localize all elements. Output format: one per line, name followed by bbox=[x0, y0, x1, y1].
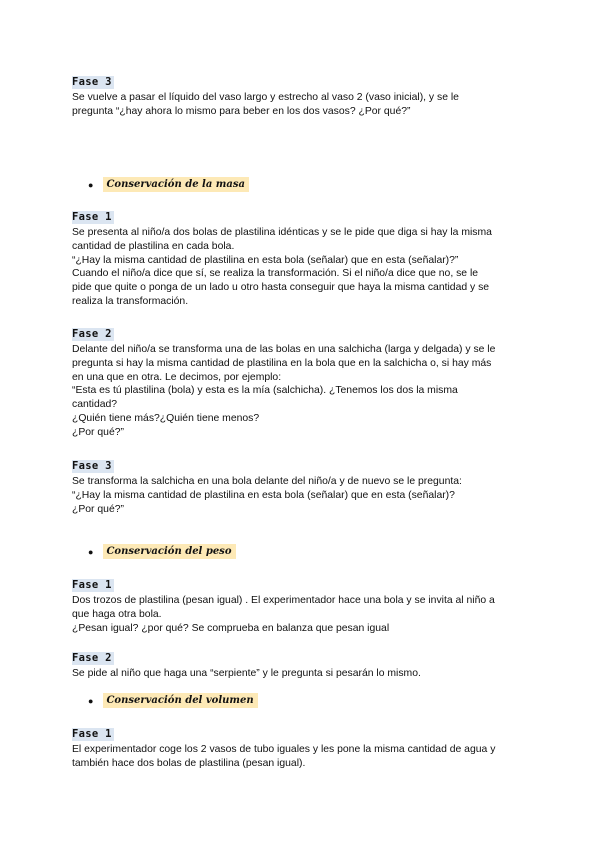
text-line: Delante del niño/a se transforma una de las bolas en una salchicha (larga y delgada) y se le bbox=[72, 344, 496, 355]
text-line: Se transforma la salchicha en una bola delante del niño/a y de nuevo se le pregunta: bbox=[72, 476, 462, 487]
section-heading: Conservación del peso bbox=[103, 544, 235, 559]
paragraph bbox=[72, 743, 495, 771]
fase-block bbox=[72, 207, 492, 309]
paragraph bbox=[72, 475, 462, 516]
fase-label: Fase 1 bbox=[72, 211, 112, 223]
fase-label: Fase 3 bbox=[72, 460, 112, 472]
text-line: realiza la transformación. bbox=[72, 295, 189, 307]
text-line: “¿Hay la misma cantidad de plastilina en esta bola (señalar) que en esta (señalar)? bbox=[72, 489, 455, 501]
text-line: El experimentador coge los 2 vasos de tubo iguales y les pone la misma cantidad de agua y bbox=[72, 744, 496, 755]
bullet-icon: ● bbox=[88, 695, 94, 706]
text-line: cantidad de plastilina en cada bola. bbox=[72, 240, 235, 252]
text-line: “Esta es tú plastilina (bola) y esta es la mía (salchicha). ¿Tenemos los dos la misma bbox=[72, 385, 458, 397]
text-line: “¿Hay la misma cantidad de plastilina en esta bola (señalar) que en esta (señalar)?” bbox=[72, 254, 459, 266]
text-line: en una que en otra. Le decimos, por ejemplo: bbox=[72, 371, 282, 383]
text-line: cantidad? bbox=[72, 399, 118, 411]
fase-block bbox=[72, 724, 495, 771]
section-heading-row bbox=[88, 177, 249, 192]
text-line: ¿Por qué?” bbox=[72, 426, 124, 438]
bullet-icon: ● bbox=[88, 546, 94, 557]
bullet-icon: ● bbox=[88, 179, 94, 190]
fase-label: Fase 1 bbox=[72, 728, 112, 740]
fase-block bbox=[72, 456, 462, 516]
fase-label: Fase 3 bbox=[72, 76, 112, 88]
paragraph bbox=[72, 91, 459, 119]
fase-block bbox=[72, 575, 495, 635]
fase-label: Fase 2 bbox=[72, 652, 112, 664]
section-heading-row bbox=[88, 544, 236, 559]
text-line: Dos trozos de plastilina (pesan igual) . El experimentador hace una bola y se invita al niño a bbox=[72, 595, 495, 606]
text-line: pregunta “¿hay ahora lo mismo para beber en los dos vasos? ¿Por qué?” bbox=[72, 105, 411, 117]
fase-block bbox=[72, 72, 459, 119]
text-line: Se presenta al niño/a dos bolas de plastilina idénticas y se le pide que diga si hay la misma bbox=[72, 227, 492, 238]
text-line: ¿Quién tiene más?¿Quién tiene menos? bbox=[72, 412, 260, 424]
text-line: ¿Por qué?” bbox=[72, 503, 124, 515]
fase-block bbox=[72, 324, 495, 440]
text-line: Se pide al niño que haga una “serpiente” y le pregunta si pesarán lo mismo. bbox=[72, 668, 421, 679]
text-line: Cuando el niño/a dice que sí, se realiza la transformación. Si el niño/a dice que no, se le bbox=[72, 268, 479, 280]
text-line: pide que quite o ponga de un lado u otro hasta conseguir que haya la misma cantidad y se bbox=[72, 282, 490, 294]
paragraph bbox=[72, 594, 495, 635]
text-line: también hace dos bolas de plastilina (pesan igual). bbox=[72, 757, 306, 769]
section-heading: Conservación del volumen bbox=[103, 693, 257, 708]
section-heading: Conservación de la masa bbox=[103, 177, 249, 192]
section-heading-row bbox=[88, 693, 258, 708]
text-line: pregunta si hay la misma cantidad de plastilina en la bola que en la salchicha o, si hay más bbox=[72, 357, 492, 369]
paragraph bbox=[72, 226, 492, 309]
fase-label: Fase 2 bbox=[72, 328, 112, 340]
text-line: ¿Pesan igual? ¿por qué? Se comprueba en balanza que pesan igual bbox=[72, 622, 390, 634]
fase-block bbox=[72, 648, 421, 681]
paragraph bbox=[72, 667, 421, 681]
text-line: Se vuelve a pasar el líquido del vaso largo y estrecho al vaso 2 (vaso inicial), y se le bbox=[72, 92, 459, 103]
text-line: que haga otra bola. bbox=[72, 608, 162, 620]
paragraph bbox=[72, 343, 495, 440]
fase-label: Fase 1 bbox=[72, 579, 112, 591]
